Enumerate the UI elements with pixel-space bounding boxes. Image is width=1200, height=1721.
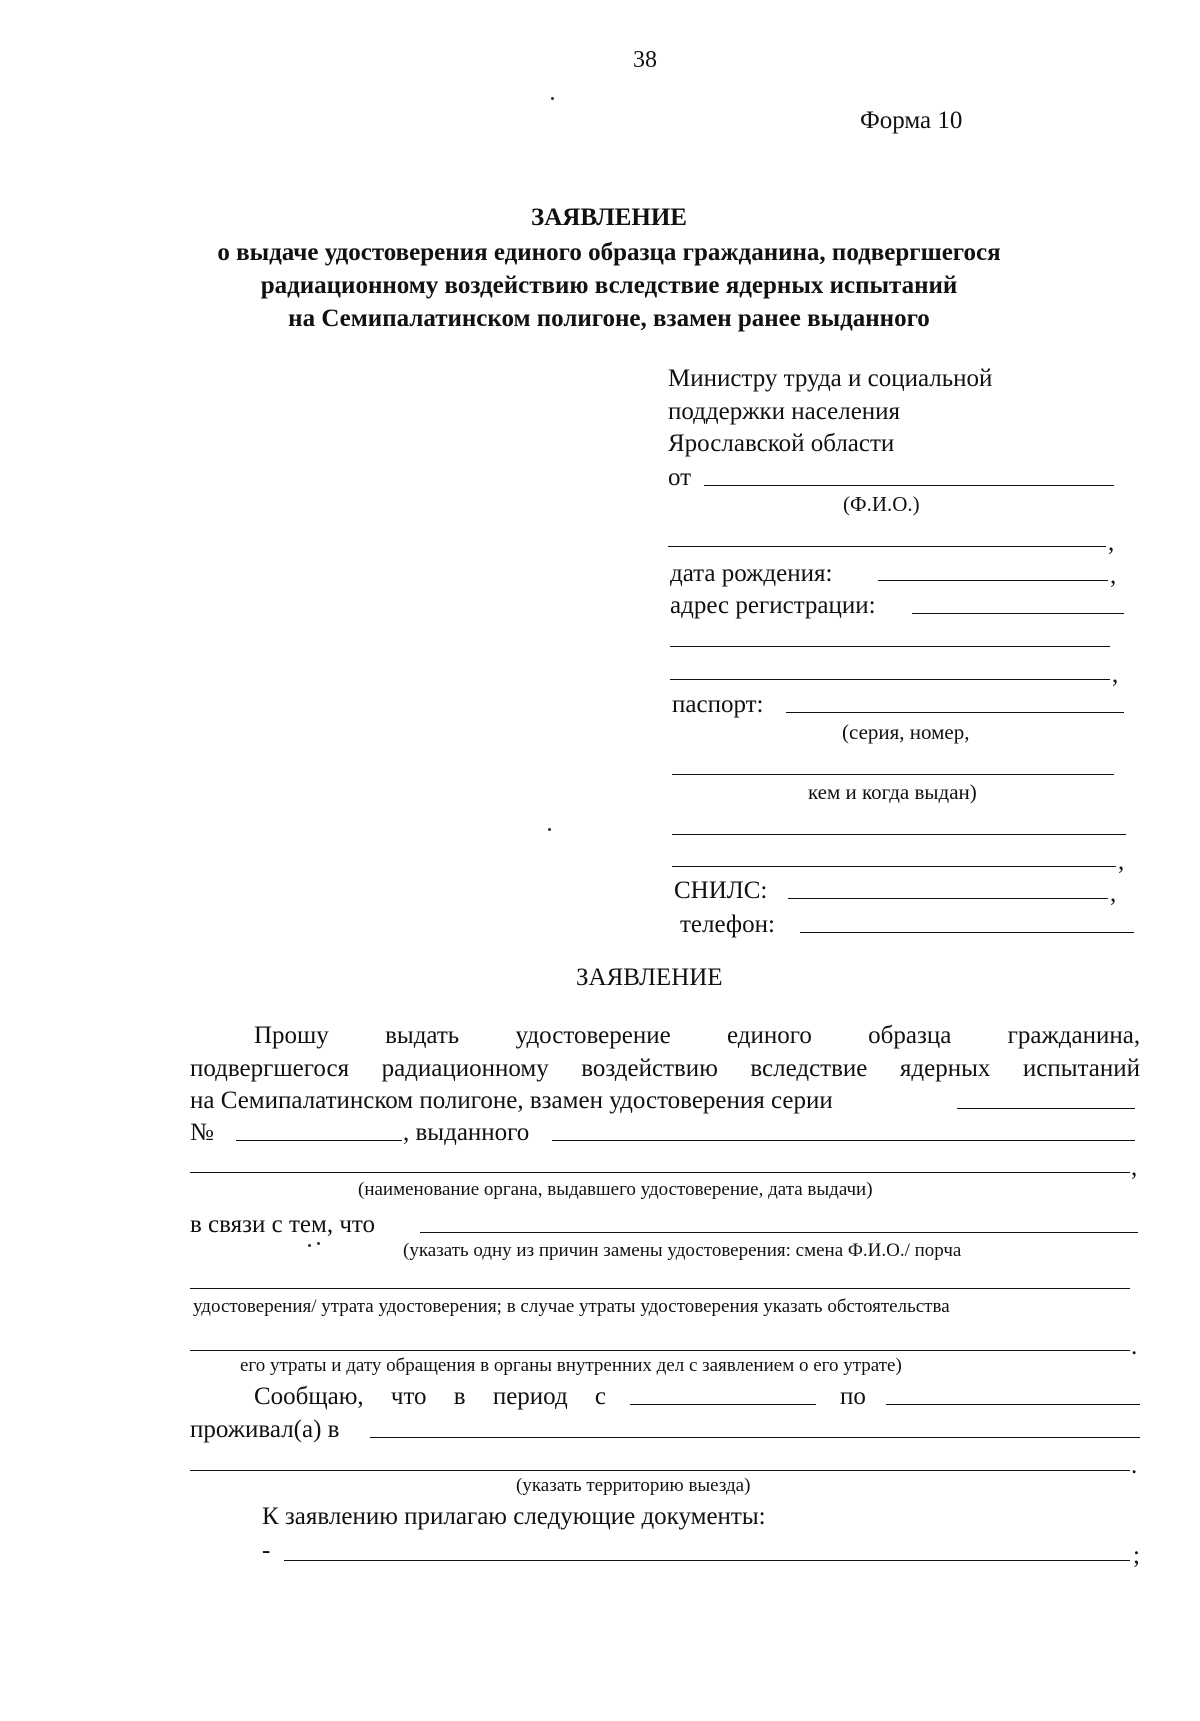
period-from-field[interactable] xyxy=(630,1404,816,1405)
passport-field-line2[interactable] xyxy=(672,774,1114,775)
period-word: Сообщаю, xyxy=(254,1383,364,1410)
period-word: что xyxy=(390,1383,427,1410)
period-to-label: по xyxy=(840,1383,866,1410)
para1-word: единого xyxy=(726,1022,812,1049)
address-label: адрес регистрации: xyxy=(670,592,876,619)
passport-hint-issuer: кем и когда выдан) xyxy=(808,780,977,804)
scan-speck xyxy=(308,1244,311,1247)
passport-label: паспорт: xyxy=(672,691,764,718)
reason-field-line2[interactable] xyxy=(190,1288,1130,1289)
reason-label: в связи с тем, что xyxy=(190,1211,375,1238)
snils-comma: , xyxy=(1110,880,1117,907)
passport-hint-series: (серия, номер, xyxy=(842,720,970,744)
page-number: 38 xyxy=(633,47,657,73)
addressee-line1: Министру труда и социальной xyxy=(668,365,993,392)
territory-period: . xyxy=(1131,1452,1138,1479)
address-comma: , xyxy=(1112,661,1119,688)
addressee-line2: поддержки населения xyxy=(668,398,901,425)
period-word: в xyxy=(453,1383,466,1410)
certificate-series-field[interactable] xyxy=(957,1108,1135,1109)
address-field-line3[interactable] xyxy=(670,679,1110,680)
address-field-line2[interactable] xyxy=(670,646,1110,647)
address-field[interactable] xyxy=(912,613,1124,614)
number-sign: № xyxy=(190,1119,214,1146)
passport-field-line3[interactable] xyxy=(672,834,1126,835)
fio-field-continued[interactable] xyxy=(668,546,1106,547)
scan-speck xyxy=(551,97,554,100)
passport-field[interactable] xyxy=(786,712,1124,713)
lived-label: проживал(а) в xyxy=(190,1416,340,1443)
period-to-field[interactable] xyxy=(886,1404,1140,1405)
reason-field-line3[interactable] xyxy=(190,1350,1130,1351)
form-label: Форма 10 xyxy=(860,107,963,134)
issuer-field-line2[interactable] xyxy=(190,1172,1130,1173)
reason-period: . xyxy=(1131,1333,1138,1360)
para1-word: выдать xyxy=(385,1022,460,1049)
issued-label: , выданного xyxy=(403,1119,530,1146)
para1-word: удостоверение xyxy=(515,1022,671,1049)
from-label: от xyxy=(668,464,692,491)
issuer-hint: (наименование органа, выдавшего удостоверение, дата выдачи) xyxy=(358,1179,873,1200)
reason-hint-1: (указать одну из причин замены удостоверения: смена Ф.И.О./ порча xyxy=(403,1240,962,1261)
phone-field[interactable] xyxy=(800,932,1134,933)
birth-date-label: дата рождения: xyxy=(670,560,833,587)
birth-date-comma: , xyxy=(1110,562,1117,589)
snils-field[interactable] xyxy=(788,898,1108,899)
fio-hint: (Ф.И.О.) xyxy=(843,492,920,516)
territory-field[interactable] xyxy=(370,1437,1140,1438)
addressee-line3: Ярославской области xyxy=(668,430,895,457)
period-word: период xyxy=(492,1383,568,1410)
reason-hint-3: его утраты и дату обращения в органы внутренних дел с заявлением о его утрате) xyxy=(240,1355,902,1376)
reason-field[interactable] xyxy=(420,1232,1138,1233)
attachment-field[interactable] xyxy=(284,1560,1130,1561)
body-heading: ЗАЯВЛЕНИЕ xyxy=(576,964,723,991)
fio-field[interactable] xyxy=(704,485,1114,486)
attachment-dash: - xyxy=(262,1537,271,1564)
title-line2: радиационному воздействию вследствие ядерных испытаний xyxy=(260,272,958,299)
title-line1: о выдаче удостоверения единого образца гражданина, подвергшегося xyxy=(217,239,1001,266)
certificate-number-field[interactable] xyxy=(236,1140,402,1141)
passport-comma: , xyxy=(1118,848,1125,875)
issuer-field[interactable] xyxy=(552,1140,1135,1141)
para1-word: образца xyxy=(868,1022,952,1049)
birth-date-field[interactable] xyxy=(878,580,1108,581)
attachments-label: К заявлению прилагаю следующие документы: xyxy=(262,1503,766,1530)
period-word: с xyxy=(594,1383,606,1410)
attachment-semicolon: ; xyxy=(1133,1542,1140,1569)
reason-hint-2: удостоверения/ утрата удостоверения; в случае утраты удостоверения указать обстоятельства xyxy=(193,1296,950,1317)
passport-field-line4[interactable] xyxy=(672,866,1116,867)
para1-line1 xyxy=(190,1023,1140,1048)
para1-word: Прошу xyxy=(254,1022,329,1049)
fio-comma: , xyxy=(1108,529,1115,556)
territory-hint: (указать территорию выезда) xyxy=(516,1475,751,1496)
territory-field-line2[interactable] xyxy=(190,1470,1130,1471)
title-main: ЗАЯВЛЕНИЕ xyxy=(531,204,687,231)
snils-label: СНИЛС: xyxy=(674,877,768,904)
para1-line2: подвергшегося радиационному воздействию вследствие ядерных испытаний xyxy=(190,1055,1140,1082)
para1-line3: на Семипалатинском полигоне, взамен удостоверения серии xyxy=(190,1087,833,1114)
period-words xyxy=(254,1384,606,1409)
title-line3: на Семипалатинском полигоне, взамен ранее выданного xyxy=(288,305,930,332)
issuer-comma: , xyxy=(1131,1154,1138,1181)
scan-speck xyxy=(548,828,551,831)
phone-label: телефон: xyxy=(680,911,775,938)
scan-speck xyxy=(317,1242,320,1245)
para1-word: гражданина, xyxy=(1007,1022,1141,1049)
